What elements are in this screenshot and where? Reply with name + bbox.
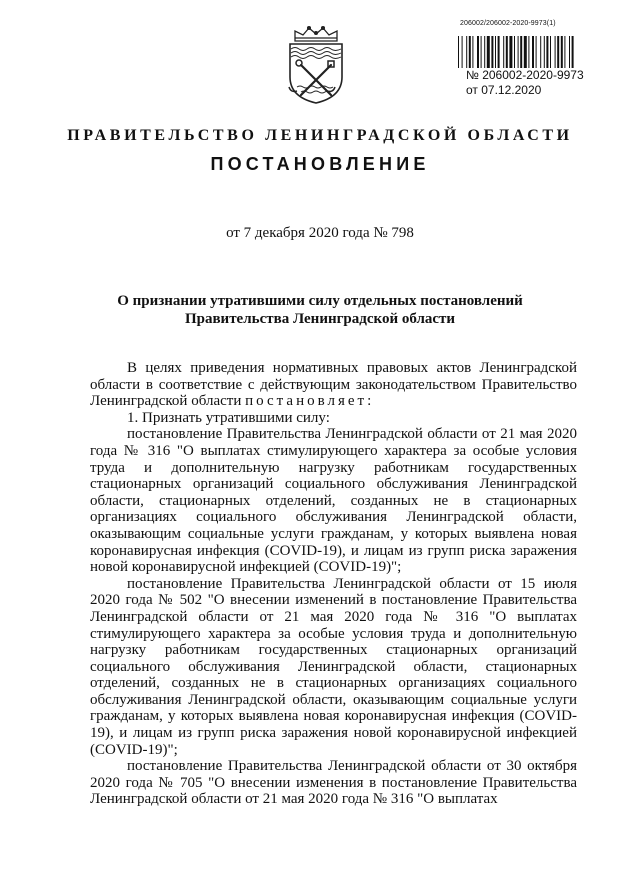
subject-line-1: О признании утратившими силу отдельных постановлений bbox=[117, 293, 523, 309]
repealed-decree-1: постановление Правительства Ленинградской области от 21 мая 2020 года № 316 "О выплатах стимулирующего характера за особые условия труда и дополнительную нагрузку работникам государственных стационарных организаций социального обслуживания Ленинградской области, стационарных отделений, созданных не в стационарных организациях социального обслуживания Ленинградской области, оказывающим социальные услуги гражданам, у которых выявлена новая коронавирусная инфекция (COVID-19), и лицам из групп риска заражения новой коронавирусной инфекцией (COVID-19)"; bbox=[90, 426, 577, 576]
decree-subject bbox=[0, 292, 640, 328]
barcode-label bbox=[466, 68, 584, 98]
intro-verb: постановляет: bbox=[245, 393, 375, 410]
intro-paragraph bbox=[90, 360, 577, 410]
document-type: ПОСТАНОВЛЕНИЕ bbox=[210, 154, 430, 174]
item-1: 1. Признать утратившими силу: bbox=[127, 409, 330, 426]
coat-of-arms-icon bbox=[283, 25, 349, 105]
barcode-number: № 206002-2020-9973 bbox=[466, 68, 584, 82]
government-name: ПРАВИТЕЛЬСТВО ЛЕНИНГРАДСКОЙ ОБЛАСТИ bbox=[67, 127, 573, 144]
intro-text: В целях приведения нормативных правовых актов Ленинградской области в соответствие с действующим законодательством Правительство Ленинградской области bbox=[90, 360, 577, 410]
repealed-decree-3: постановление Правительства Ленинградской области от 30 октября 2020 года № 705 "О внесении изменения в постановление Правительства Ленинградской области от 21 мая 2020 года № 316 "О выплатах bbox=[90, 758, 577, 808]
barcode-date: от 07.12.2020 bbox=[466, 83, 542, 97]
subject-line-2: Правительства Ленинградской области bbox=[184, 311, 456, 327]
repealed-decree-2: постановление Правительства Ленинградской области от 15 июля 2020 года № 502 "О внесении изменений в постановление Правительства Ленинградской области от 21 мая 2020 года № 316 "О выплатах стимулирующего характера за особые условия труда и дополнительную нагрузку работникам государственных стационарных организаций социального обслуживания Ленинградской области, стационарных отделений, созданных не в стационарных организациях социального обслуживания Ленинградской области, оказывающим социальные услуги гражданам, у которых выявлена новая коронавирусная инфекция (COVID-19), и лицам из групп риска заражения новой коронавирусной инфекцией (COVID-19)"; bbox=[90, 575, 577, 758]
registration-number: 206002/206002-2020-9973(1) bbox=[460, 20, 556, 27]
barcode bbox=[458, 36, 623, 68]
decree-date-number: от 7 декабря 2020 года № 798 bbox=[226, 225, 414, 241]
decree-body bbox=[90, 360, 577, 808]
